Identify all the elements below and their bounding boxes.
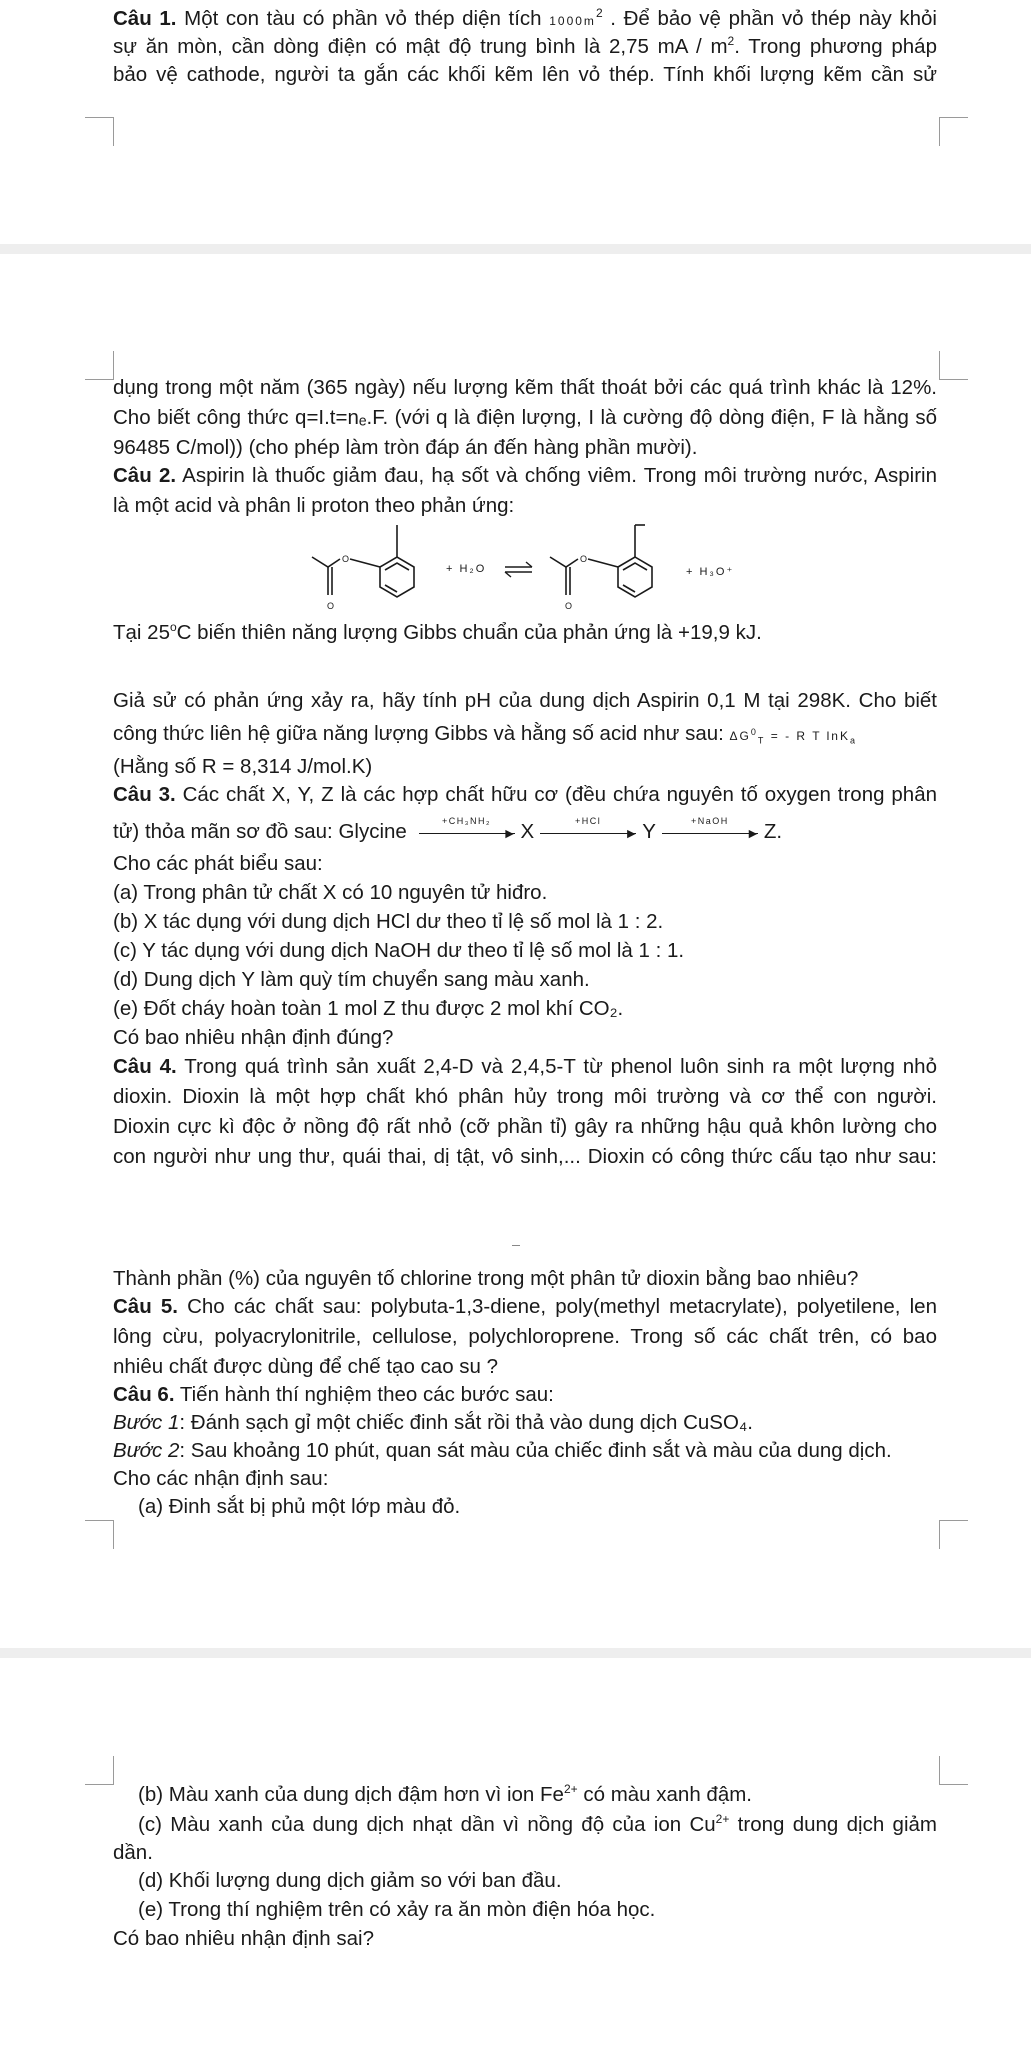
q5-line-3: nhiêu chất được dùng để chế tạo cao su ? bbox=[113, 1355, 499, 1378]
q2-line-5: công thức liên hệ giữa năng lượng Gibbs và hằng số acid như sau: $\Delta G^0_T$ = - R T lnK$_a$ bbox=[113, 722, 858, 746]
q2-line-6: (Hằng số R = 8,314 J/mol.K) bbox=[113, 755, 373, 778]
q3-statement-e: (e) Đốt cháy hoàn toàn 1 mol Z thu được 2 mol khí CO₂. bbox=[113, 997, 624, 1020]
q3-statement-d: (d) Dung dịch Y làm quỳ tím chuyển sang màu xanh. bbox=[113, 968, 590, 991]
q3-label: Câu 3. bbox=[113, 783, 176, 806]
q3-line-1: Câu 3. Các chất X, Y, Z là các hợp chất hữu cơ (đều chứa nguyên tố oxygen trong phân bbox=[113, 783, 937, 806]
oxygen-label: O bbox=[580, 554, 588, 564]
gibbs-formula: $\Delta G^0_T$ = - R T lnK$_a$ bbox=[729, 727, 858, 746]
q2-line-3: Tại 25$^o$C biến thiên năng lượng Gibbs chuẩn của phản ứng là +19,9 kJ. bbox=[113, 620, 762, 644]
q1-line-4: dụng trong một năm (365 ngày) nếu lượng kẽm thất thoát bởi các quá trình khác là 12%. bbox=[113, 376, 937, 399]
aspirin-molecule bbox=[312, 525, 414, 597]
q1-line-1: Câu 1. Một con tàu có phần vỏ thép diện tích $1000m^2$ . Để bảo vệ phần vỏ thép này khỏi bbox=[113, 6, 937, 30]
reaction-arrow-icon: +NaOH ► bbox=[662, 817, 758, 847]
q2-line-1: Câu 2. Aspirin là thuốc giảm đau, hạ sốt và chống viêm. Trong môi trường nước, Aspirin bbox=[113, 464, 937, 487]
q6-label: Câu 6. bbox=[113, 1383, 175, 1406]
area-value: 1000m bbox=[549, 14, 596, 28]
q4-line-2: dioxin. Dioxin là một hợp chất khó phân hủy trong môi trường và cơ thể con người. bbox=[113, 1085, 937, 1108]
oxygen-label: O bbox=[327, 601, 335, 611]
q4-question: Thành phần (%) của nguyên tố chlorine trong một phân tử dioxin bằng bao nhiêu? bbox=[113, 1267, 859, 1290]
q5-line-1: Câu 5. Cho các chất sau: polybuta-1,3-diene, poly(methyl metacrylate), polyetilene, len bbox=[113, 1295, 937, 1318]
q6-statement-c-cont: dần. bbox=[113, 1841, 153, 1864]
q5-line-2: lông cừu, polyacrylonitrile, cellulose, polychloroprene. Trong số các chất trên, có bao bbox=[113, 1325, 937, 1348]
q4-label: Câu 4. bbox=[113, 1055, 177, 1078]
q6-statement-a: (a) Đinh sắt bị phủ một lớp màu đỏ. bbox=[138, 1495, 461, 1518]
water-reactant: + H₂O bbox=[446, 563, 487, 575]
q4-line-3: Dioxin cực kì độc ở nồng độ rất nhỏ (cỡ phần tỉ) gây ra những hậu quả khôn lường cho bbox=[113, 1115, 937, 1138]
dioxin-structure-image bbox=[512, 1245, 520, 1249]
aspirin-anion-molecule bbox=[550, 525, 652, 597]
reaction-arrow-icon: +HCl ► bbox=[540, 817, 636, 847]
oxygen-label: O bbox=[342, 554, 350, 564]
q6-step-1: Bước 1: Đánh sạch gỉ một chiếc đinh sắt rồi thả vào dung dịch CuSO₄. bbox=[113, 1411, 753, 1434]
page-corner-mark bbox=[85, 1756, 114, 1785]
q2-line-2: là một acid và phân li proton theo phản ứng: bbox=[113, 494, 515, 517]
q6-step-2: Bước 2: Sau khoảng 10 phút, quan sát màu của chiếc đinh sắt và màu của dung dịch. bbox=[113, 1439, 892, 1462]
q2-line-4: Giả sử có phản ứng xảy ra, hãy tính pH của dung dịch Aspirin 0,1 M tại 298K. Cho biết bbox=[113, 689, 937, 712]
oxygen-label: O bbox=[565, 601, 573, 611]
q6-line-2: Cho các nhận định sau: bbox=[113, 1467, 329, 1490]
q6-statement-c: (c) Màu xanh của dung dịch nhạt dần vì nồng độ của ion $Cu^{2+}$ trong dung dịch giảm bbox=[138, 1812, 937, 1836]
page-corner-mark bbox=[939, 1520, 968, 1549]
page-break bbox=[0, 1648, 1031, 1658]
hydronium-product: + H₃O⁺ bbox=[686, 566, 735, 578]
q6-line-1: Câu 6. Tiến hành thí nghiệm theo các bước sau: bbox=[113, 1383, 554, 1406]
equilibrium-arrow-icon bbox=[505, 562, 532, 577]
q3-statement-b: (b) X tác dụng với dung dịch HCl dư theo tỉ lệ số mol là 1 : 2. bbox=[113, 910, 664, 933]
q2-label: Câu 2. bbox=[113, 464, 177, 487]
compound-y: Y bbox=[642, 820, 656, 843]
q3-line-2: tử) thỏa mãn sơ đồ sau: Glycine +CH₃NH₂ ► X +HCl ► Y +NaOH ► Z. bbox=[113, 817, 937, 847]
q3-statement-c: (c) Y tác dụng với dung dịch NaOH dư theo tỉ lệ số mol là 1 : 1. bbox=[113, 939, 685, 962]
q6-statement-d: (d) Khối lượng dung dịch giảm so với ban đầu. bbox=[138, 1869, 562, 1892]
compound-z: Z. bbox=[763, 820, 783, 843]
q4-line-4: con người như ung thư, quái thai, dị tật, vô sinh,... Dioxin có công thức cấu tạo như sau: bbox=[113, 1145, 937, 1168]
page-corner-mark bbox=[85, 117, 114, 146]
reaction-arrow-icon: +CH₃NH₂ ► bbox=[419, 817, 515, 847]
aspirin-dissociation-reaction bbox=[300, 515, 760, 615]
q1-line-6: 96485 C/mol)) (cho phép làm tròn đáp án đến hàng phần mười). bbox=[113, 436, 698, 459]
q6-question: Có bao nhiêu nhận định sai? bbox=[113, 1927, 375, 1950]
q1-line-5: Cho biết công thức q=I.t=nₑ.F. (với q là điện lượng, I là cường độ dòng điện, F là hằng số bbox=[113, 406, 937, 429]
page-corner-mark bbox=[85, 1520, 114, 1549]
q3-line-3: Cho các phát biểu sau: bbox=[113, 852, 323, 875]
page-break bbox=[0, 244, 1031, 254]
q3-question: Có bao nhiêu nhận định đúng? bbox=[113, 1026, 394, 1049]
q1-line-2: sự ăn mòn, cần dòng điện có mật độ trung bình là 2,75 mA / $m^2$. Trong phương pháp bbox=[113, 34, 937, 58]
page-corner-mark bbox=[939, 351, 968, 380]
q1-line-3: bảo vệ cathode, người ta gắn các khối kẽm lên vỏ thép. Tính khối lượng kẽm cần sử bbox=[113, 63, 937, 86]
q1-label: Câu 1. bbox=[113, 7, 177, 30]
q3-statement-a: (a) Trong phân tử chất X có 10 nguyên tử hiđro. bbox=[113, 881, 548, 904]
q4-line-1: Câu 4. Trong quá trình sản xuất 2,4-D và 2,4,5-T từ phenol luôn sinh ra một lượng nhỏ bbox=[113, 1055, 937, 1078]
q6-statement-b: (b) Màu xanh của dung dịch đậm hơn vì ion $Fe^{2+}$ có màu xanh đậm. bbox=[138, 1782, 752, 1806]
q6-statement-e: (e) Trong thí nghiệm trên có xảy ra ăn mòn điện hóa học. bbox=[138, 1898, 656, 1921]
q5-label: Câu 5. bbox=[113, 1295, 178, 1318]
compound-x: X bbox=[520, 820, 535, 843]
page-corner-mark bbox=[939, 117, 968, 146]
page-corner-mark bbox=[85, 351, 114, 380]
